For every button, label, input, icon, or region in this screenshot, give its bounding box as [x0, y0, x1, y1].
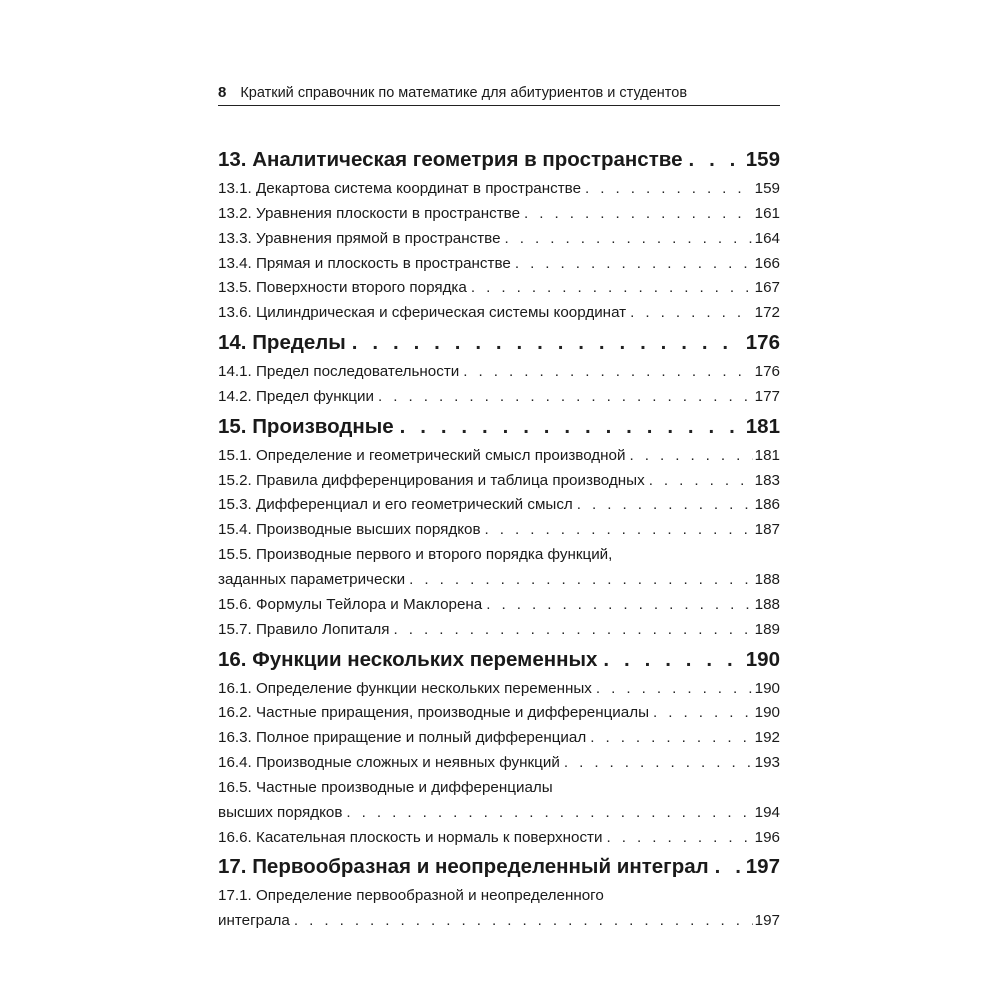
toc-entry-title: 14.1. Предел последовательности: [218, 363, 460, 381]
toc-entry-page-number: 159: [745, 148, 780, 171]
toc-section-entry[interactable]: [218, 826, 780, 851]
toc-entry-page-number: 192: [754, 729, 780, 747]
toc-section-entry[interactable]: [218, 385, 780, 410]
dot-leader: [649, 469, 753, 494]
toc-entry-page-number: 194: [754, 803, 780, 821]
toc-chapter-entry[interactable]: [218, 850, 780, 884]
dot-leader: [463, 360, 752, 385]
toc-section-entry[interactable]: [218, 751, 780, 776]
toc-section-entry[interactable]: [218, 276, 780, 301]
toc-entry-title: 15.6. Формулы Тейлора и Маклорена: [218, 595, 483, 613]
toc-entry-page-number: 181: [754, 446, 780, 464]
toc-entry-page-number: 189: [754, 620, 780, 638]
toc-section-entry[interactable]: [218, 252, 780, 277]
toc-entry-page-number: 186: [754, 496, 780, 514]
toc-entry-title-line: 15.5. Производные первого и второго порядка функций,: [218, 546, 613, 564]
toc-entry-title: 17. Первообразная и неопределенный интеграл: [218, 855, 709, 879]
toc-entry-title: 16.3. Полное приращение и полный дифференциал: [218, 729, 587, 747]
toc-entry-page-number: 159: [754, 180, 780, 197]
toc-entry-title: 15.2. Правила дифференцирования и таблица производных: [218, 471, 645, 489]
toc-chapter-entry[interactable]: [218, 326, 780, 360]
toc-chapter-entry[interactable]: [218, 410, 780, 444]
toc-section-entry[interactable]: [218, 593, 780, 618]
toc-entry-page-number: 190: [754, 704, 780, 722]
toc-entry-page-number: 190: [745, 647, 780, 671]
toc-entry-title: 13.1. Декартова система координат в пространстве: [218, 180, 582, 197]
dot-leader: [577, 493, 753, 518]
toc-entry-title: 13.4. Прямая и плоскость в пространстве: [218, 254, 511, 272]
toc-section-entry[interactable]: [218, 677, 780, 702]
toc-section-entry[interactable]: [218, 469, 780, 494]
toc-section-entry[interactable]: [218, 909, 780, 934]
toc-entry-title: 16.2. Частные приращения, производные и дифференциалы: [218, 704, 650, 722]
running-header: [218, 84, 780, 106]
toc-entry-page-number: 176: [754, 363, 780, 381]
toc-entry-title: 13.6. Цилиндрическая и сферическая системы координат: [218, 304, 627, 322]
toc-section-entry[interactable]: [218, 360, 780, 385]
toc-section-entry[interactable]: [218, 177, 780, 202]
toc-entry-page-number: 187: [754, 521, 780, 539]
dot-leader: [394, 618, 753, 643]
dot-leader: [378, 385, 753, 410]
dot-leader: [505, 227, 753, 252]
dot-leader: [590, 726, 752, 751]
toc-section-entry[interactable]: [218, 493, 780, 518]
toc-entry-page-number: 188: [754, 570, 780, 588]
toc-entry-title: 15.4. Производные высших порядков: [218, 521, 481, 539]
dot-leader: [688, 143, 741, 177]
toc-section-entry[interactable]: [218, 444, 780, 469]
toc-entry-title: 13.3. Уравнения прямой в пространстве: [218, 229, 501, 247]
dot-leader: [629, 444, 752, 469]
dot-leader: [607, 826, 753, 851]
toc-entry-title: заданных параметрически: [218, 570, 406, 588]
dot-leader: [585, 177, 753, 202]
toc-entry-page-number: 181: [745, 414, 780, 438]
toc-entry-title: 13.2. Уравнения плоскости в пространстве: [218, 204, 521, 222]
dot-leader: [471, 276, 753, 301]
dot-leader: [409, 568, 753, 593]
toc-entry-page-number: 166: [754, 254, 780, 272]
dot-leader: [603, 643, 741, 677]
dot-leader: [400, 410, 742, 444]
toc-entry-title: интеграла: [218, 912, 290, 930]
toc-entry-title: 16.6. Касательная плоскость и нормаль к поверхности: [218, 828, 603, 846]
toc-entry-page-number: 188: [754, 595, 780, 613]
toc-section-entry[interactable]: [218, 301, 780, 326]
toc-entry-title: 16.4. Производные сложных и неявных функций: [218, 754, 560, 772]
dot-leader: [486, 593, 752, 618]
toc-entry-title: 13.5. Поверхности второго порядка: [218, 279, 467, 297]
toc-entry-page-number: 196: [754, 828, 780, 846]
book-page: [218, 0, 780, 1000]
toc-entry-page-number: 161: [754, 204, 780, 222]
toc-section-entry[interactable]: [218, 618, 780, 643]
dot-leader: [352, 326, 742, 360]
toc-entry-title: 16. Функции нескольких переменных: [218, 647, 598, 671]
toc-entry-title: 15.3. Дифференциал и его геометрический смысл: [218, 496, 573, 514]
dot-leader: [524, 202, 753, 227]
toc-entry-title: высших порядков: [218, 803, 343, 821]
toc-entry-title: 14. Пределы: [218, 331, 346, 355]
toc-chapter-entry[interactable]: [218, 143, 780, 177]
dot-leader: [294, 909, 753, 934]
toc-entry-page-number: 197: [754, 912, 780, 930]
toc-entry-page-number: 190: [754, 679, 780, 697]
toc-entry-page-number: 193: [754, 754, 780, 772]
toc-section-entry[interactable]: [218, 701, 780, 726]
toc-entry-title: 14.2. Предел функции: [218, 387, 374, 405]
dot-leader: [715, 850, 742, 884]
dot-leader: [630, 301, 753, 326]
dot-leader: [485, 518, 753, 543]
dot-leader: [564, 751, 753, 776]
toc-entry-page-number: 176: [745, 331, 780, 355]
dot-leader: [515, 252, 753, 277]
toc-section-entry[interactable]: [218, 568, 780, 593]
toc-entry-title-line: 17.1. Определение первообразной и неопределенного: [218, 887, 604, 905]
toc-section-entry[interactable]: [218, 202, 780, 227]
running-title: Краткий справочник по математике для абитуриентов и студентов: [240, 85, 688, 101]
toc-entry-page-number: 197: [745, 855, 780, 879]
toc-section-entry[interactable]: [218, 518, 780, 543]
dot-leader: [346, 801, 752, 826]
dot-leader: [653, 701, 753, 726]
toc-entry-page-number: 164: [754, 229, 780, 247]
toc-entry-page-number: 167: [754, 279, 780, 297]
toc-entry-page-number: 183: [754, 471, 780, 489]
toc-entry-title: 15. Производные: [218, 414, 394, 438]
toc-chapter-entry[interactable]: [218, 643, 780, 677]
toc-entry-page-number: 177: [754, 387, 780, 405]
toc-entry-title-line: 16.5. Частные производные и дифференциалы: [218, 778, 553, 796]
toc-section-entry[interactable]: [218, 801, 780, 826]
toc-section-entry[interactable]: [218, 726, 780, 751]
page-number: 8: [218, 84, 227, 101]
dot-leader: [596, 677, 753, 702]
toc-entry-title: 16.1. Определение функции нескольких переменных: [218, 679, 592, 697]
toc-section-entry[interactable]: [218, 227, 780, 252]
toc-entry-page-number: 172: [754, 304, 780, 322]
toc-entry-title: 13. Аналитическая геометрия в пространстве: [218, 148, 683, 171]
toc-entry-title: 15.1. Определение и геометрический смысл производной: [218, 446, 626, 464]
toc-entry-title: 15.7. Правило Лопиталя: [218, 620, 390, 638]
table-of-contents: [218, 143, 780, 934]
